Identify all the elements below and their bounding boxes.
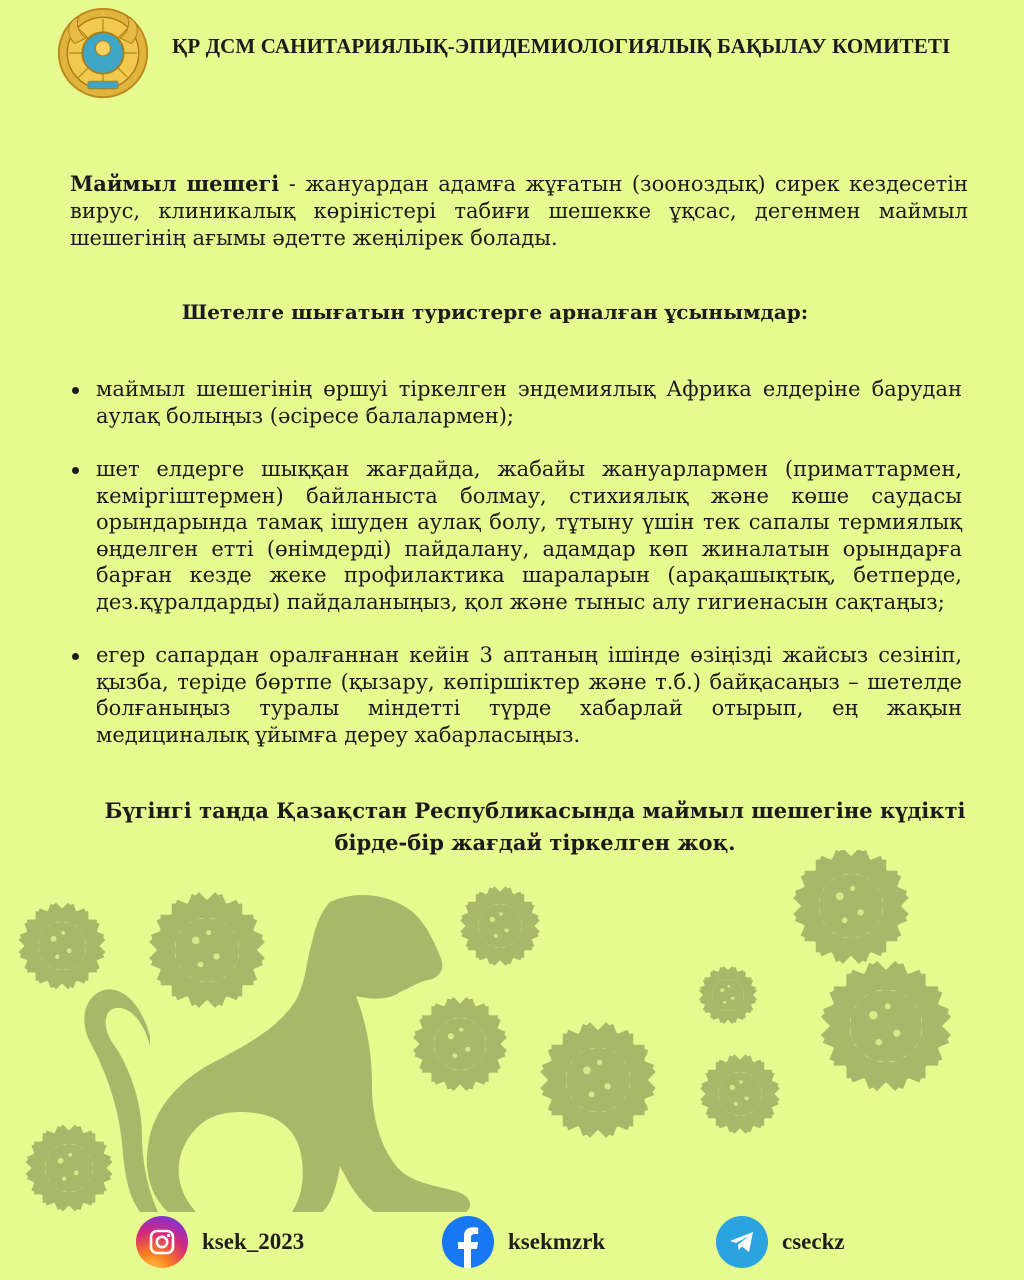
virus-icon <box>834 974 938 1078</box>
intro-text: - жануардан адамға жұғатын (зооноздық) сирек кездесетін вирус, клиникалық көріністері табиғи шешекке ұқсас, дегенмен маймыл шешегінің ағымы әдетте жеңілірек болады. <box>70 172 968 250</box>
social-facebook[interactable] <box>442 1214 605 1270</box>
telegram-handle[interactable]: cseckz <box>782 1229 845 1254</box>
virus-icon <box>705 972 751 1018</box>
recommendations-title: Шетелге шығатын туристерге арналған ұсынымдар: <box>181 300 809 324</box>
social-telegram[interactable] <box>716 1214 845 1270</box>
recommendation-text: шет елдерге шыққан жағдайда, жабайы жануарлармен (приматтармен, кеміргіштермен) байланыста болмау, стихиялық және көше саудасы орындарында тамақ ішуден аулақ болу, тұтыну үшін тек сапалы термиялық өңделген етті (өнімдерді) пайдалану, адамдар көп жиналатын орындарға барған кезде жеке профилактика шараларын (арақашықтық, бетперде, дез.құралдарды) пайдаланыңыз, қол және тыныс алу гигиенасын сақтаңыз; <box>96 457 962 614</box>
telegram-icon <box>716 1216 768 1268</box>
virus-icon <box>34 1133 104 1203</box>
social-instagram[interactable] <box>136 1214 304 1270</box>
bullet-icon <box>72 653 79 660</box>
facebook-icon <box>442 1216 494 1268</box>
state-emblem-icon <box>56 6 150 100</box>
recommendation-text: маймыл шешегінің өршуі тіркелген эндемиялық Африка елдеріне барудан аулақ болыңыз (әсіресе балалармен); <box>96 377 962 428</box>
bullet-icon <box>72 467 79 474</box>
virus-icon <box>161 904 254 997</box>
virus-icon <box>468 894 532 958</box>
facebook-handle[interactable]: ksekmzrk <box>508 1229 606 1254</box>
virus-icon <box>708 1062 772 1126</box>
illustration <box>0 850 1024 1220</box>
instagram-icon <box>136 1216 188 1268</box>
intro-term: Маймыл шешегі <box>70 171 280 196</box>
list-item <box>70 456 962 615</box>
virus-icon <box>422 1006 497 1081</box>
recommendations-list <box>70 376 962 775</box>
list-item <box>70 376 962 429</box>
final-statement: Бүгінгі таңда Қазақстан Республикасында маймыл шешегіне күдікті бірде-бір жағдай тіркелген жоқ. <box>104 798 966 855</box>
recommendation-text: егер сапардан оралғаннан кейін 3 аптаның ішінде өзіңізді жайсыз сезініп, қызба, теріде бөртпе (қызару, көпіршіктер және т.б.) байқасаңыз – шетелде болғаныңыз туралы міндетті түрде хабарлай отырып, ең жақын медициналық ұйымға дереу хабарласыңыз. <box>96 643 962 747</box>
virus-icon <box>805 860 898 953</box>
instagram-handle[interactable]: ksek_2023 <box>202 1229 305 1254</box>
virus-icon <box>552 1034 645 1127</box>
list-item <box>70 642 962 748</box>
bullet-icon <box>72 387 79 394</box>
intro-paragraph <box>70 170 968 252</box>
virus-icon <box>27 911 97 981</box>
monkey-silhouette <box>84 895 470 1212</box>
organization-title: ҚР ДСМ САНИТАРИЯЛЫҚ-ЭПИДЕМИОЛОГИЯЛЫҚ БАҚЫЛАУ КОМИТЕТІ <box>172 34 951 58</box>
